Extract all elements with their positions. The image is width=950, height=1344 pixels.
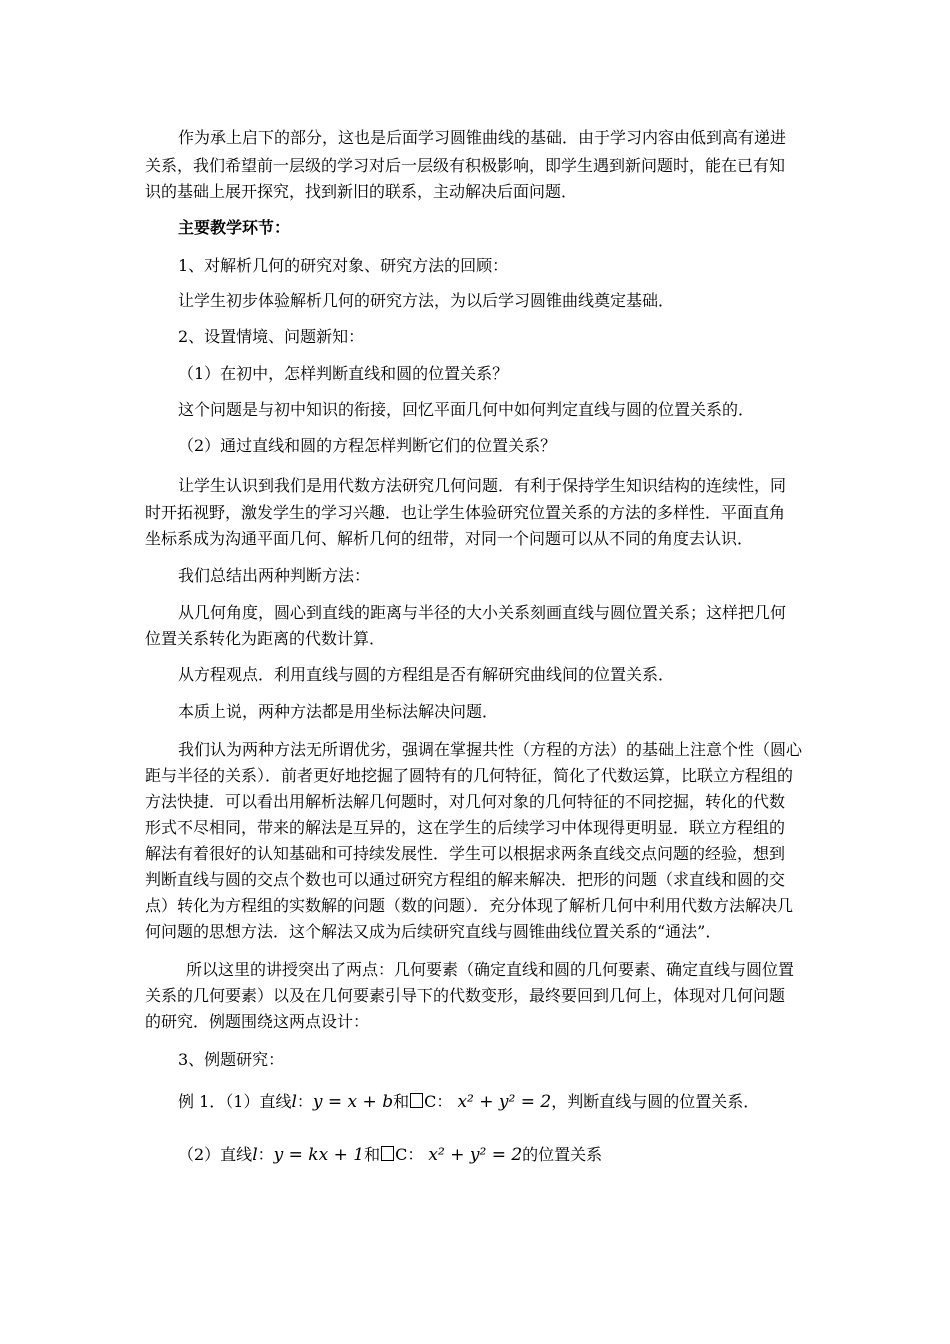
example-2 (178, 1145, 602, 1165)
paragraph-7-line-4: 形式不尽相同，带来的解法是互异的，这在学生的后续学习中体现得更明显．联立方程组的 (145, 818, 786, 837)
example-2-line-symbol: l (252, 1145, 258, 1165)
example-2-suffix: 的位置关系 (522, 1145, 603, 1164)
section-1-body: 让学生初步体验解析几何的研究方法，为以后学习圆锥曲线奠定基础． (178, 291, 675, 310)
paragraph-2-line-3: 坐标系成为沟通平面几何、解析几何的纽带，对同一个问题可以从不同的角度去认识． (145, 529, 754, 548)
example-2-and: 和 (364, 1145, 381, 1164)
circle-symbol-icon (410, 1093, 423, 1108)
section-1-title: 1、对解析几何的研究对象、研究方法的回顾： (178, 256, 509, 275)
section-2-title: 2、设置情境、问题新知： (178, 327, 365, 346)
example-1-circle-equation: x² + y² = 2 (457, 1092, 552, 1112)
paragraph-intro-line-2: 关系，我们希望前一层级的学习对后一层级有积极影响，即学生遇到新问题时，能在已有知 (145, 156, 786, 175)
paragraph-4-line-1: 从几何角度，圆心到直线的距离与半径的大小关系刻画直线与圆位置关系；这样把几何 (178, 603, 787, 622)
paragraph-7-line-7: 点）转化为方程组的实数解的问题（数的问题）．充分体现了解析几何中利用代数方法解决几 (145, 896, 794, 915)
example-1-circle-label: C： (424, 1092, 453, 1111)
question-2: （2）通过直线和圆的方程怎样判断它们的位置关系？ (178, 436, 557, 455)
example-2-prefix: （2）直线 (178, 1145, 253, 1164)
paragraph-intro-line-3: 识的基础上展开探究，找到新旧的联系，主动解决后面问题． (145, 182, 578, 201)
circle-symbol-icon (381, 1146, 394, 1161)
example-1-line-symbol: l (291, 1092, 297, 1112)
paragraph-intro-line-1: 作为承上启下的部分，这也是后面学习圆锥曲线的基础．由于学习内容由低到高有递进 (178, 128, 787, 147)
example-1-prefix: 例 1．（1）直线 (178, 1092, 292, 1111)
paragraph-7-line-6: 判断直线与圆的交点个数也可以通过研究方程组的解来解决．把形的问题（求直线和圆的交 (145, 870, 786, 889)
paragraph-7-line-1: 我们认为两种方法无所谓优劣，强调在掌握共性（方程的方法）的基础上注意个性（圆心 (178, 740, 803, 759)
paragraph-2-line-1: 让学生认识到我们是用代数方法研究几何问题．有利于保持学生知识结构的连续性，同 (178, 476, 787, 495)
paragraph-7-line-8: 何问题的思想方法．这个解法又成为后续研究直线与圆锥曲线位置关系的“通法”． (145, 922, 722, 941)
paragraph-8-line-1: 所以这里的讲授突出了两点：几何要素（确定直线和圆的几何要素、确定直线与圆位置 (186, 960, 795, 979)
example-2-circle-label: C： (395, 1145, 424, 1164)
section-3-title: 3、例题研究： (178, 1050, 285, 1069)
example-1-and: 和 (393, 1092, 410, 1111)
paragraph-4-line-2: 位置关系转化为距离的代数计算． (145, 629, 386, 648)
paragraph-8-line-3: 的研究．例题围绕这两点设计： (145, 1012, 370, 1031)
example-2-line-equation: y = kx + 1 (273, 1145, 365, 1165)
question-1-body: 这个问题是与初中知识的衔接，回忆平面几何中如何判定直线与圆的位置关系的． (178, 400, 755, 419)
example-2-circle-equation: x² + y² = 2 (428, 1145, 523, 1165)
paragraph-2-line-2: 时开拓视野，激发学生的学习兴趣．也让学生体验研究位置关系的方法的多样性．平面直角 (145, 503, 786, 522)
question-1: （1）在初中，怎样判断直线和圆的位置关系？ (178, 364, 509, 383)
section-heading: 主要教学环节： (178, 218, 291, 237)
paragraph-7-line-2: 距与半径的关系）．前者更好地挖掘了圆特有的几何特征，简化了代数运算，比联立方程组的 (145, 766, 794, 785)
paragraph-8-line-2: 关系的几何要素）以及在几何要素引导下的代数变形，最终要回到几何上，体现对几何问题 (145, 986, 786, 1005)
paragraph-7-line-3: 方法快捷．可以看出用解析法解几何题时，对几何对象的几何特征的不同挖掘，转化的代数 (145, 792, 786, 811)
example-1-colon: ： (296, 1092, 313, 1111)
paragraph-3: 我们总结出两种判断方法： (178, 566, 371, 585)
paragraph-5: 从方程观点．利用直线与圆的方程组是否有解研究曲线间的位置关系． (178, 665, 675, 684)
paragraph-6: 本质上说，两种方法都是用坐标法解决问题． (178, 702, 499, 721)
example-1-suffix: ，判断直线与圆的位置关系． (551, 1092, 760, 1111)
example-2-colon: ： (257, 1145, 274, 1164)
example-1 (178, 1092, 759, 1112)
paragraph-7-line-5: 解法有着很好的认知基础和可持续发展性．学生可以根据求两条直线交点问题的经验，想到 (145, 844, 786, 863)
example-1-line-equation: y = x + b (312, 1092, 394, 1112)
